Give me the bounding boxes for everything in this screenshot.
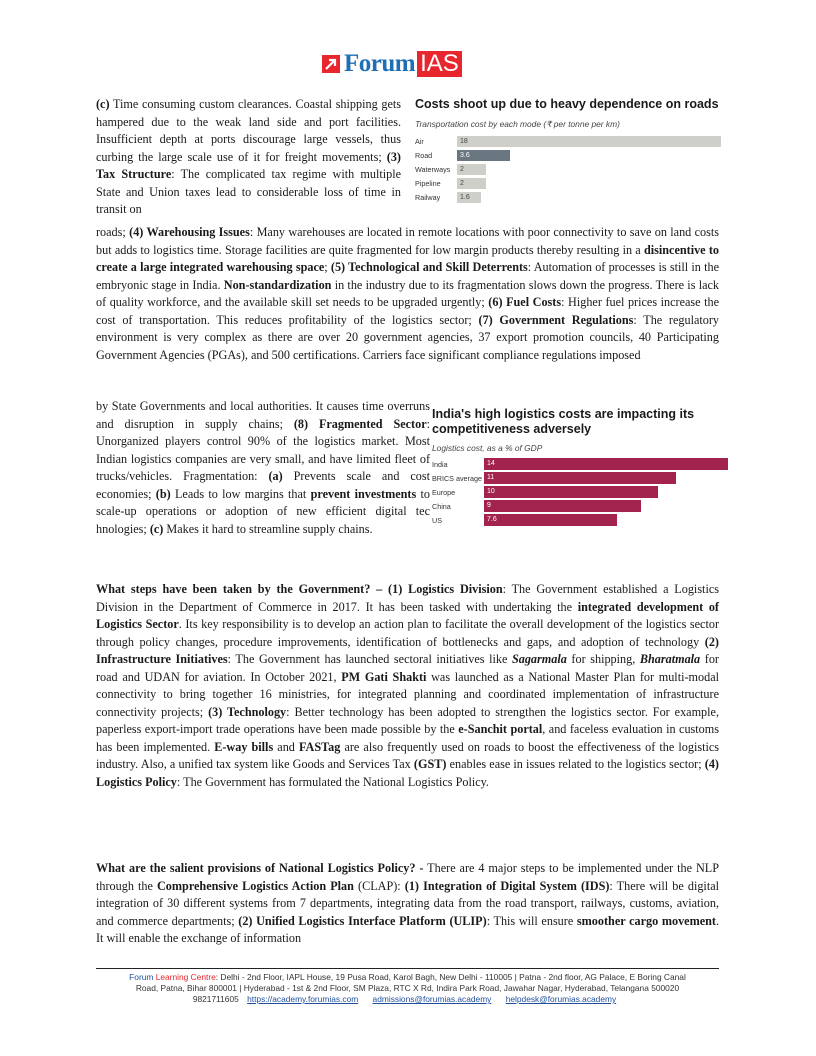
question-heading: What steps have been taken by the Government? – (1) Logistics Division [96,582,503,596]
bar: 10 [484,486,658,498]
bar-row [415,148,735,162]
text-span: . Its key responsibility is to develop an action plan to facilitate the overall development of the logistics sector through policy changes, procedure improvements, identification of bottlenecks and gaps, and adoption of technology [96,617,720,649]
bold-label: disincentive to create a large integrated warehousing space [96,242,719,274]
text-span: by State Governments and local authorities. It causes time overruns and disruption in supply chains; [96,399,430,431]
bar: 9 [484,500,641,512]
bar: 18 [457,136,721,147]
bar-label: Pipeline [415,178,441,188]
bar-row [432,457,742,471]
bar-label: US [432,515,442,525]
bar-row [432,485,742,499]
bold-label: (2) Unified Logistics Interface Platform (ULIP) [238,913,487,928]
bold-label: E-way bills [214,739,274,754]
text-span: was launched as a National Master Plan for multi-modal connectivity to bring together 16 ministries, for integrated planning and coordinated implementation of infrastructure connectivity projects; [96,669,719,719]
logo-text-forum: Forum [344,50,416,77]
chart-title: India's high logistics costs are impacting its competitiveness adversely [432,407,695,436]
bar-label: Air [415,136,424,146]
bar-label: China [432,501,451,511]
bar-row [432,499,742,513]
bar-label: India [432,459,448,469]
footer-label-centre: Learning Centre [155,972,216,982]
bold-label: FASTag [299,739,341,754]
bar-row [415,162,735,176]
text-span: : Higher fuel prices increase the cost of transportation. This reduces profitability of the logistics sector; [96,295,719,327]
bold-label: integrated development of Logistics Sector [96,599,719,631]
footer-website-link[interactable]: https://academy.forumias.com [247,994,359,1004]
bar-row [415,190,735,204]
paragraph-nlp-provisions [96,860,719,948]
text-span: roads; [96,225,130,239]
text-span: : Unorganized players control 90% of the logistics market. Most Indian logistics companies are very small, and have limited fleet of trucks/vehicles. Fragmentation: [96,416,430,483]
bar: 14 [484,458,728,470]
footer-helpdesk-email-link[interactable]: helpdesk@forumias.academy [505,994,617,1004]
chart-bars [415,134,735,204]
bold-label: (c) [96,97,110,111]
forumias-logo [322,51,462,77]
bar-label: BRICS average [432,473,482,483]
bold-label: (3) Technology [208,704,287,719]
bold-label: (a) [268,469,283,483]
bold-label: (2) Infrastructure Initiatives [96,634,719,666]
bar: 11 [484,472,676,484]
chart-subtitle: Transportation cost by each mode (₹ per tonne per km) [415,119,620,129]
text-span: , and faceless evaluation in customs has been implemented. [96,722,720,754]
text-span: : The Government has formulated the National Logistics Policy. [176,774,489,789]
bar: 1.6 [457,192,481,203]
text-span: : Better technology has been adopted to strengthen the logistics sector. For example, paperless export-import trade operations have been made possible by the [96,704,719,736]
bar-highlight: 3.6 [457,150,510,161]
footer-address: : Delhi - 2nd Floor, IAPL House, 19 Pusa Road, Karol Bagh, New Delhi - 110005 | Patna - 2nd floor, AG Palace, E Boring Canal [215,972,686,982]
text-span: There are 4 major steps to be implemented under the NLP through the [96,861,719,893]
bold-label: (3) Tax Structure [96,149,401,181]
bold-label: (b) [155,486,171,501]
question-heading: What are the salient provisions of National Logistics Policy? - [96,861,424,875]
chart-subtitle: Logistics cost, as a % of GDP [432,443,543,453]
chart-transport-cost [415,97,735,212]
text-span: for road and UDAN for aviation. In October 2021, [96,652,719,684]
page-footer [96,968,719,1005]
bold-label: (1) Integration of Digital System (IDS) [404,878,610,893]
footer-admissions-email-link[interactable]: admissions@forumias.academy [372,994,492,1004]
bar-label: Railway [415,192,441,202]
text-span: for shipping, [566,652,640,666]
text-span: Prevents scale and cost economies; [96,469,430,501]
text-span: : The regulatory environment is very complex as there are over 20 government agencies, 37 export promotion councils, 40 Participating Government Agencies (PGAs), and 500 certifications. Carriers face significant compliance regulations imposed [96,312,719,362]
bold-label: e-Sanchit portal [458,722,543,736]
chart-logistics-cost-gdp [432,407,742,537]
bold-italic-label: Bharatmala [639,652,701,666]
text-span: : The complicated tax regime with multiple State and Union taxes lead to considerable loss of time in transit on [96,167,401,216]
bar: 2 [457,178,486,189]
text-span: : There will be digital integration of 30 different systems from 7 departments, integrating data from the road transport, railways, customs, aviation, and commerce departments; [96,878,719,928]
bold-label: PM Gati Shakti [341,669,427,684]
paragraph-government-steps [96,581,719,791]
text-span: : Automation of processes is still in the embryonic stage in India. [96,260,720,292]
text-span: enables ease in issues related to the logistics sector; [446,757,705,771]
bar-label: Road [415,150,433,160]
bold-label: Comprehensive Logistics Action Plan [157,878,354,893]
text-span: and [273,739,300,754]
text-span: ; [324,260,331,274]
text-span: Leads to low margins that [170,486,311,501]
bold-label: (c) [149,521,164,536]
footer-address-line-2: Road, Patna, Bihar 800001 | Hyderabad - 1st & 2nd Floor, SM Plaza, RTC X Rd, Indira Park Road, Jawahar Nagar, Hyderabad, Telangana 500020 [135,983,680,993]
bold-label: (8) Fragmented Sector [293,416,427,431]
text-span: . It will enable the exchange of information [96,913,720,945]
paragraph-transport-issues [96,96,401,219]
text-span: in the industry due to its fragmentation slows down the progress. There is lack of quality workforce, and the available skill set needs to be upgraded urgently; [96,277,719,309]
footer-contacts [96,994,719,1005]
text-span: to scale-up operations or adoption of new efficient digital tec hnologies; [96,486,431,536]
text-span: (CLAP): [353,878,405,893]
chart-bars [432,457,742,527]
bold-label: (4) Warehousing Issues [129,225,250,239]
text-span: : Many warehouses are located in remote locations with poor connectivity to save on land costs but adds to logistics time. Storage facilities are quite fragmented for low margin products thereby resulting in a [96,225,719,257]
bold-label: (5) Technological and Skill Deterrents [330,260,528,274]
paragraph-fragmented-sector [96,398,430,538]
footer-address-line-1 [96,972,719,983]
bar-row [415,176,735,190]
bold-label: (GST) [413,757,447,771]
bold-label: (6) Fuel Costs [488,295,562,309]
chart-title: Costs shoot up due to heavy dependence on roads [415,97,719,111]
bar-label: Europe [432,487,456,497]
logo-arrow-icon [322,55,340,73]
paragraph-challenges [96,224,719,364]
bold-label: smoother cargo movement [576,913,716,928]
bold-label: prevent investments [310,486,417,501]
footer-phone: 9821711605 [192,994,239,1004]
bar-row [432,471,742,485]
text-span: Time consuming custom clearances. Coastal shipping gets hampered due to the weak land side and port facilities. Insufficient depth at ports discourage large vessels, thus curbing the large scale use of it for freight movements; [96,97,401,164]
bar-row [415,134,735,148]
bar-label: Waterways [415,164,451,174]
text-span: Makes it hard to streamline supply chains. [163,521,373,536]
bold-italic-label: Sagarmala [511,652,567,666]
bar-row [432,513,742,527]
text-span: are also frequently used on roads to boost the effectiveness of the logistics industry. Also, a unified tax system like Goods and Services Tax [96,739,720,771]
text-span: : The Government has launched sectoral initiatives like [227,652,512,666]
bar: 7.6 [484,514,617,526]
bar: 2 [457,164,486,175]
logo-text-ias: IAS [417,51,462,77]
bold-label: (4) Logistics Policy [96,757,719,789]
text-span: : This will ensure [486,913,577,928]
text-span: : The Government established a Logistics Division in the Department of Commerce in 2017. It has been tasked with undertaking the [96,582,719,614]
bold-label: (7) Government Regulations [478,312,634,327]
footer-label-forum: Forum [129,972,156,982]
bold-label: Non-standardization [223,277,332,292]
